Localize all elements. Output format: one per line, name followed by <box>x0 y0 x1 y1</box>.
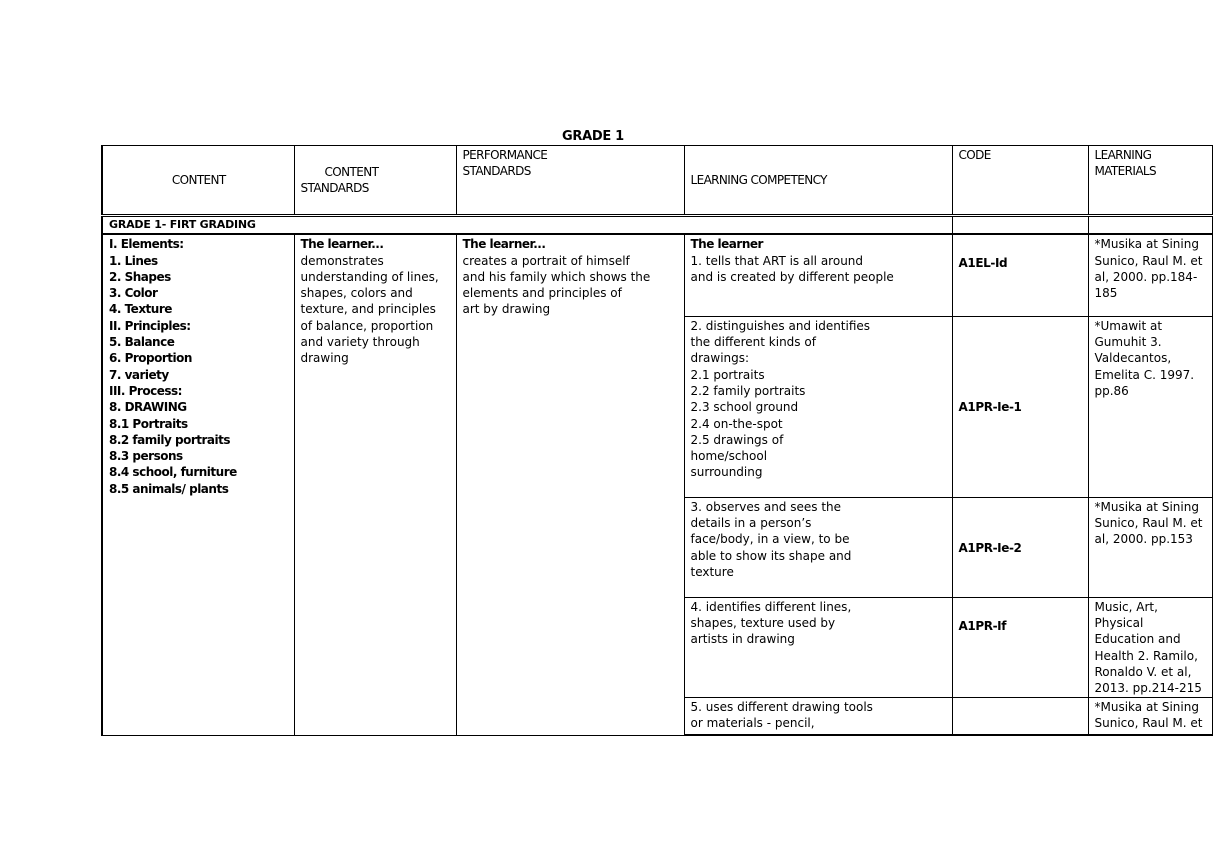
competency-lead: The learner <box>690 237 763 252</box>
materials-line: Valdecantos, <box>1094 351 1172 366</box>
competency-line: able to show its shape and <box>690 548 852 563</box>
materials-line: Education and <box>1094 632 1181 647</box>
grading-empty-materials <box>1088 216 1212 235</box>
competency-line: or materials - pencil, <box>690 716 815 731</box>
competency-line: 3. observes and sees the <box>690 499 842 514</box>
header-code-label: CODE <box>958 148 991 162</box>
content-item: 4. Texture <box>109 302 172 317</box>
competency-line: shapes, texture used by <box>690 616 836 631</box>
code-cell: A1EL-Id <box>952 234 1088 316</box>
competency-line: texture <box>690 564 734 579</box>
header-content-standards-line2: STANDARDS <box>300 181 369 196</box>
competency-line: face/body, in a view, to be <box>690 532 850 547</box>
header-content-standards-line1: CONTENT <box>324 165 379 179</box>
materials-line: Sunico, Raul M. et <box>1094 516 1203 531</box>
competency-line: 2.2 family portraits <box>690 383 806 398</box>
content-item: 8. DRAWING <box>109 400 187 415</box>
content-standards-line: of balance, proportion <box>300 318 434 333</box>
content-item: 8.1 Portraits <box>109 416 188 431</box>
content-item: II. Principles: <box>109 318 191 333</box>
content-item: 7. variety <box>109 367 169 382</box>
content-item: 2. Shapes <box>109 269 171 284</box>
curriculum-table-container <box>101 145 1203 731</box>
performance-standards-line: elements and principles of <box>462 286 622 301</box>
competency-cell <box>684 497 952 597</box>
content-standards-line: texture, and principles <box>300 302 436 317</box>
materials-line: Health 2. Ramilo, <box>1094 648 1198 663</box>
materials-line: al, 2000. pp.184- <box>1094 269 1198 284</box>
content-item: 5. Balance <box>109 335 175 350</box>
competency-line: 2.3 school ground <box>690 400 799 415</box>
content-standards-line: drawing <box>300 351 349 366</box>
performance-standards-lead: The learner... <box>462 237 546 252</box>
competency-line: 2.4 on-the-spot <box>690 416 783 431</box>
header-performance-standards-line1: PERFORMANCE <box>462 148 548 162</box>
competency-line: details in a person’s <box>690 516 812 531</box>
competency-line: home/school <box>690 449 768 464</box>
materials-line: *Musika at Sining <box>1094 699 1199 714</box>
header-learning-materials-line1: LEARNING <box>1094 148 1152 162</box>
code-cell: A1PR-Ie-2 <box>952 497 1088 597</box>
code-cell: A1PR-If <box>952 597 1088 697</box>
competency-cell <box>684 316 952 497</box>
content-item: 8.3 persons <box>109 449 183 464</box>
competency-line: and is created by different people <box>690 269 894 284</box>
content-item: I. Elements: <box>109 237 184 252</box>
competency-line: drawings: <box>690 351 750 366</box>
competency-line: 2. distinguishes and identifies <box>690 318 871 333</box>
header-learning-competency <box>684 146 952 216</box>
competency-line: artists in drawing <box>690 632 795 647</box>
code-cell: A1PR-Ie-1 <box>952 316 1088 497</box>
content-standards-line: shapes, colors and <box>300 286 413 301</box>
materials-line: Gumuhit 3. <box>1094 335 1162 350</box>
materials-line: *Umawit at <box>1094 318 1163 333</box>
code-cell <box>952 697 1088 735</box>
materials-line: al, 2000. pp.153 <box>1094 532 1193 547</box>
performance-standards-line: creates a portrait of himself <box>462 253 630 268</box>
content-item: 3. Color <box>109 286 158 301</box>
materials-line: Sunico, Raul M. et <box>1094 253 1203 268</box>
header-content-label: CONTENT <box>171 173 226 188</box>
table-row <box>102 234 1212 316</box>
content-standards-line: demonstrates <box>300 253 384 268</box>
content-item: 6. Proportion <box>109 351 192 366</box>
performance-standards-line: art by drawing <box>462 302 551 317</box>
header-learning-materials <box>1088 146 1212 216</box>
materials-line: Emelita C. 1997. <box>1094 367 1195 382</box>
materials-line: Music, Art, Physical <box>1094 599 1158 631</box>
content-standards-line: and variety through <box>300 335 420 350</box>
materials-line: pp.86 <box>1094 383 1129 398</box>
performance-standards-line: and his family which shows the <box>462 269 651 284</box>
competency-cell <box>684 234 952 316</box>
competency-cell <box>684 597 952 697</box>
competency-line: 1. tells that ART is all around <box>690 253 864 268</box>
content-cell <box>102 234 294 735</box>
competency-line: the different kinds of <box>690 335 816 350</box>
header-performance-standards <box>456 146 684 216</box>
content-item: 1. Lines <box>109 253 158 268</box>
competency-line: 2.1 portraits <box>690 367 765 382</box>
materials-line: 2013. pp.214-215 <box>1094 681 1202 696</box>
content-item: 8.4 school, furniture <box>109 465 237 480</box>
header-content-standards <box>294 146 456 216</box>
competency-line: 5. uses different drawing tools <box>690 699 873 714</box>
content-item: 8.2 family portraits <box>109 432 230 447</box>
materials-cell <box>1088 234 1212 316</box>
header-learning-competency-label: LEARNING COMPETENCY <box>690 173 827 188</box>
header-learning-materials-line2: MATERIALS <box>1094 164 1157 179</box>
materials-line: Sunico, Raul M. et <box>1094 716 1203 731</box>
materials-cell <box>1088 597 1212 697</box>
competency-line: surrounding <box>690 465 763 480</box>
materials-cell <box>1088 697 1212 735</box>
curriculum-table <box>101 145 1213 736</box>
page-title: GRADE 1 <box>562 129 624 144</box>
content-item: 8.5 animals/ plants <box>109 481 229 496</box>
grading-row <box>102 216 1212 235</box>
content-standards-cell <box>294 234 456 735</box>
header-content <box>102 146 294 216</box>
materials-line: 185 <box>1094 286 1118 301</box>
content-standards-line: understanding of lines, <box>300 269 439 284</box>
competency-line: 4. identifies different lines, <box>690 599 852 614</box>
materials-line: *Musika at Sining <box>1094 499 1199 514</box>
content-item: III. Process: <box>109 383 182 398</box>
grading-label: GRADE 1- FIRT GRADING <box>102 216 952 235</box>
header-performance-standards-line2: STANDARDS <box>462 164 531 179</box>
header-code <box>952 146 1088 216</box>
materials-cell <box>1088 497 1212 597</box>
grading-empty-code <box>952 216 1088 235</box>
materials-line: Ronaldo V. et al, <box>1094 664 1192 679</box>
competency-line: 2.5 drawings of <box>690 432 784 447</box>
content-standards-lead: The learner... <box>300 237 384 252</box>
materials-cell <box>1088 316 1212 497</box>
header-row <box>102 146 1212 216</box>
performance-standards-cell <box>456 234 684 735</box>
materials-line: *Musika at Sining <box>1094 237 1199 252</box>
competency-cell <box>684 697 952 735</box>
